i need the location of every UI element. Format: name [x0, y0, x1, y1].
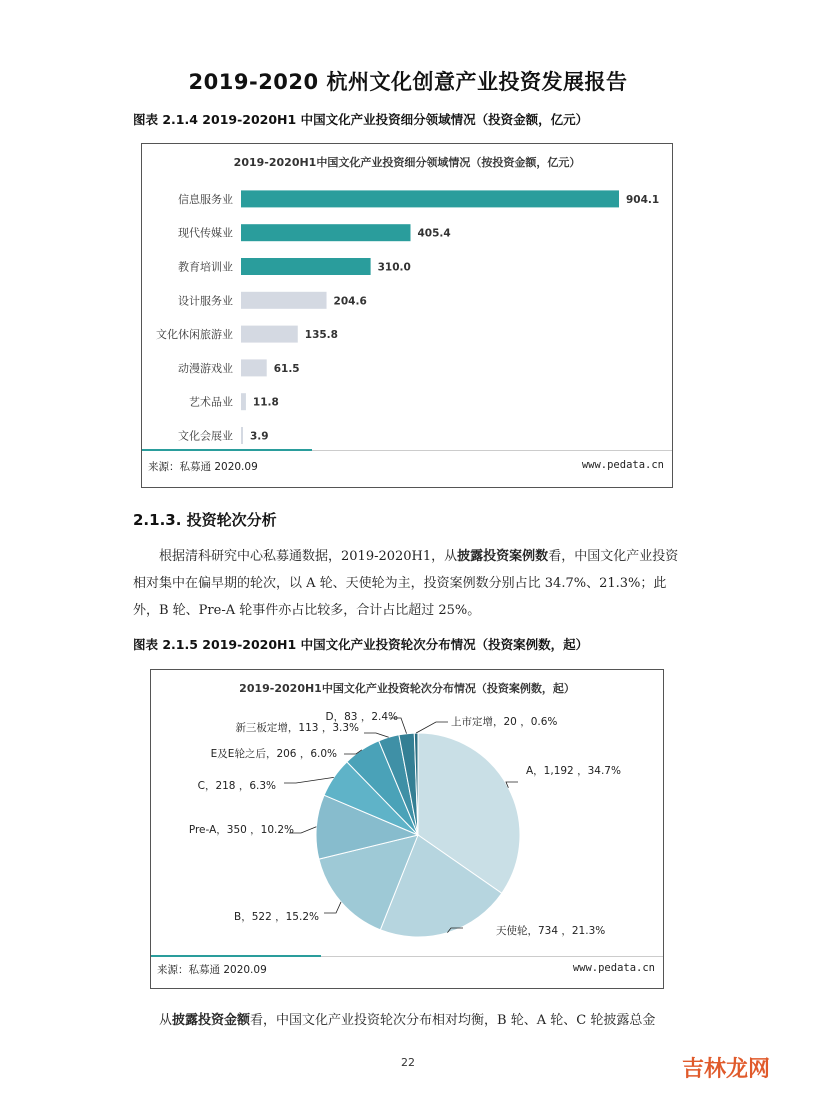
pie-chart	[151, 700, 663, 956]
watermark-logo: 吉林龙网	[682, 1057, 771, 1082]
leader-line	[324, 902, 341, 913]
slice-label: B，522 ，15.2%	[234, 911, 319, 923]
data-label: 204.6	[333, 295, 367, 308]
slice-label: Pre-A，350 ，10.2%	[188, 824, 294, 836]
category-label: 设计服务业	[178, 294, 233, 308]
data-label: 405.4	[417, 227, 451, 240]
source-accent-line	[151, 955, 321, 957]
data-label: 135.8	[304, 329, 338, 342]
bar	[241, 258, 371, 275]
leader-line	[416, 722, 448, 733]
paragraph-text: 看，中国文化产业投资相对集中在偏早期的轮次，以 A 轮、天使轮为主，投资案例数分别占比 34.7%、21.3%；此外，B 轮、Pre-A 轮事件亦占比较多，合计占比超过 25%。	[133, 549, 679, 618]
slice-label: E及E轮之后，206 ，6.0%	[210, 748, 337, 760]
bar	[241, 224, 410, 241]
bar-chart-title: 2019-2020H1中国文化产业投资细分领域情况（按投资金额，亿元）	[233, 156, 581, 169]
category-label: 动漫游戏业	[178, 361, 233, 375]
closing-paragraph	[133, 1007, 686, 1034]
bar-chart-site: www.pedata.cn	[581, 459, 664, 471]
bar	[241, 427, 243, 444]
paragraph-text: 根据清科研究中心私募通数据，2019-2020H1，从	[159, 549, 458, 564]
leader-line	[506, 782, 518, 788]
pie-chart-title: 2019-2020H1中国文化产业投资轮次分布情况（投资案例数，起）	[239, 682, 575, 695]
leader-line	[364, 733, 389, 737]
page-number: 22	[401, 1056, 415, 1069]
paragraph-emphasis: 披露投资案例数	[457, 549, 549, 564]
bar-chart	[142, 174, 672, 450]
bar	[241, 190, 619, 207]
category-label: 艺术品业	[189, 395, 233, 409]
bar	[241, 359, 267, 376]
data-label: 61.5	[273, 362, 300, 375]
bar-chart-source-bar	[142, 450, 672, 487]
slice-label: 新三板定增，113 ，3.3%	[235, 722, 359, 734]
pie-chart-panel	[150, 669, 664, 989]
pie-chart-source-bar	[151, 956, 663, 988]
paragraph-emphasis: 披露投资金额	[172, 1013, 251, 1028]
slice-label: C，218 ，6.3%	[197, 780, 276, 792]
source-accent-line	[142, 449, 312, 451]
paragraph-text: 看，中国文化产业投资轮次分布相对均衡，B 轮、A 轮、C 轮披露总金	[250, 1013, 656, 1028]
slice-label: D，83 ，2.4%	[325, 711, 398, 723]
section-heading: 2.1.3. 投资轮次分析	[133, 511, 277, 529]
category-label: 现代传媒业	[178, 226, 233, 240]
bar	[241, 292, 327, 309]
slice-label: A，1,192 ，34.7%	[526, 765, 621, 777]
category-label: 教育培训业	[178, 260, 233, 274]
bar	[241, 326, 298, 343]
pie-chart-site: www.pedata.cn	[572, 962, 655, 974]
section-paragraph	[133, 543, 686, 624]
bar-chart-source: 来源：私募通 2020.09	[148, 461, 258, 473]
data-label: 3.9	[250, 430, 269, 443]
paragraph-text: 从	[159, 1013, 173, 1028]
pie-chart-source: 来源：私募通 2020.09	[157, 964, 267, 976]
document-title: 2019-2020 杭州文化创意产业投资发展报告	[188, 70, 628, 94]
data-label: 904.1	[626, 193, 660, 206]
slice-label: 天使轮，734 ，21.3%	[496, 925, 606, 937]
bar	[241, 393, 246, 410]
category-label: 信息服务业	[178, 192, 233, 206]
figure2-caption: 图表 2.1.5 2019-2020H1 中国文化产业投资轮次分布情况（投资案例数，起）	[133, 637, 589, 652]
data-label: 11.8	[252, 396, 279, 409]
slice-label: 上市定增，20 ，0.6%	[451, 716, 558, 728]
bar-chart-panel	[141, 143, 673, 488]
data-label: 310.0	[377, 261, 411, 274]
category-label: 文化会展业	[178, 429, 233, 443]
leader-line	[284, 777, 334, 783]
category-label: 文化休闲旅游业	[156, 328, 233, 342]
figure1-caption: 图表 2.1.4 2019-2020H1 中国文化产业投资细分领域情况（投资金额，亿元）	[133, 112, 589, 127]
